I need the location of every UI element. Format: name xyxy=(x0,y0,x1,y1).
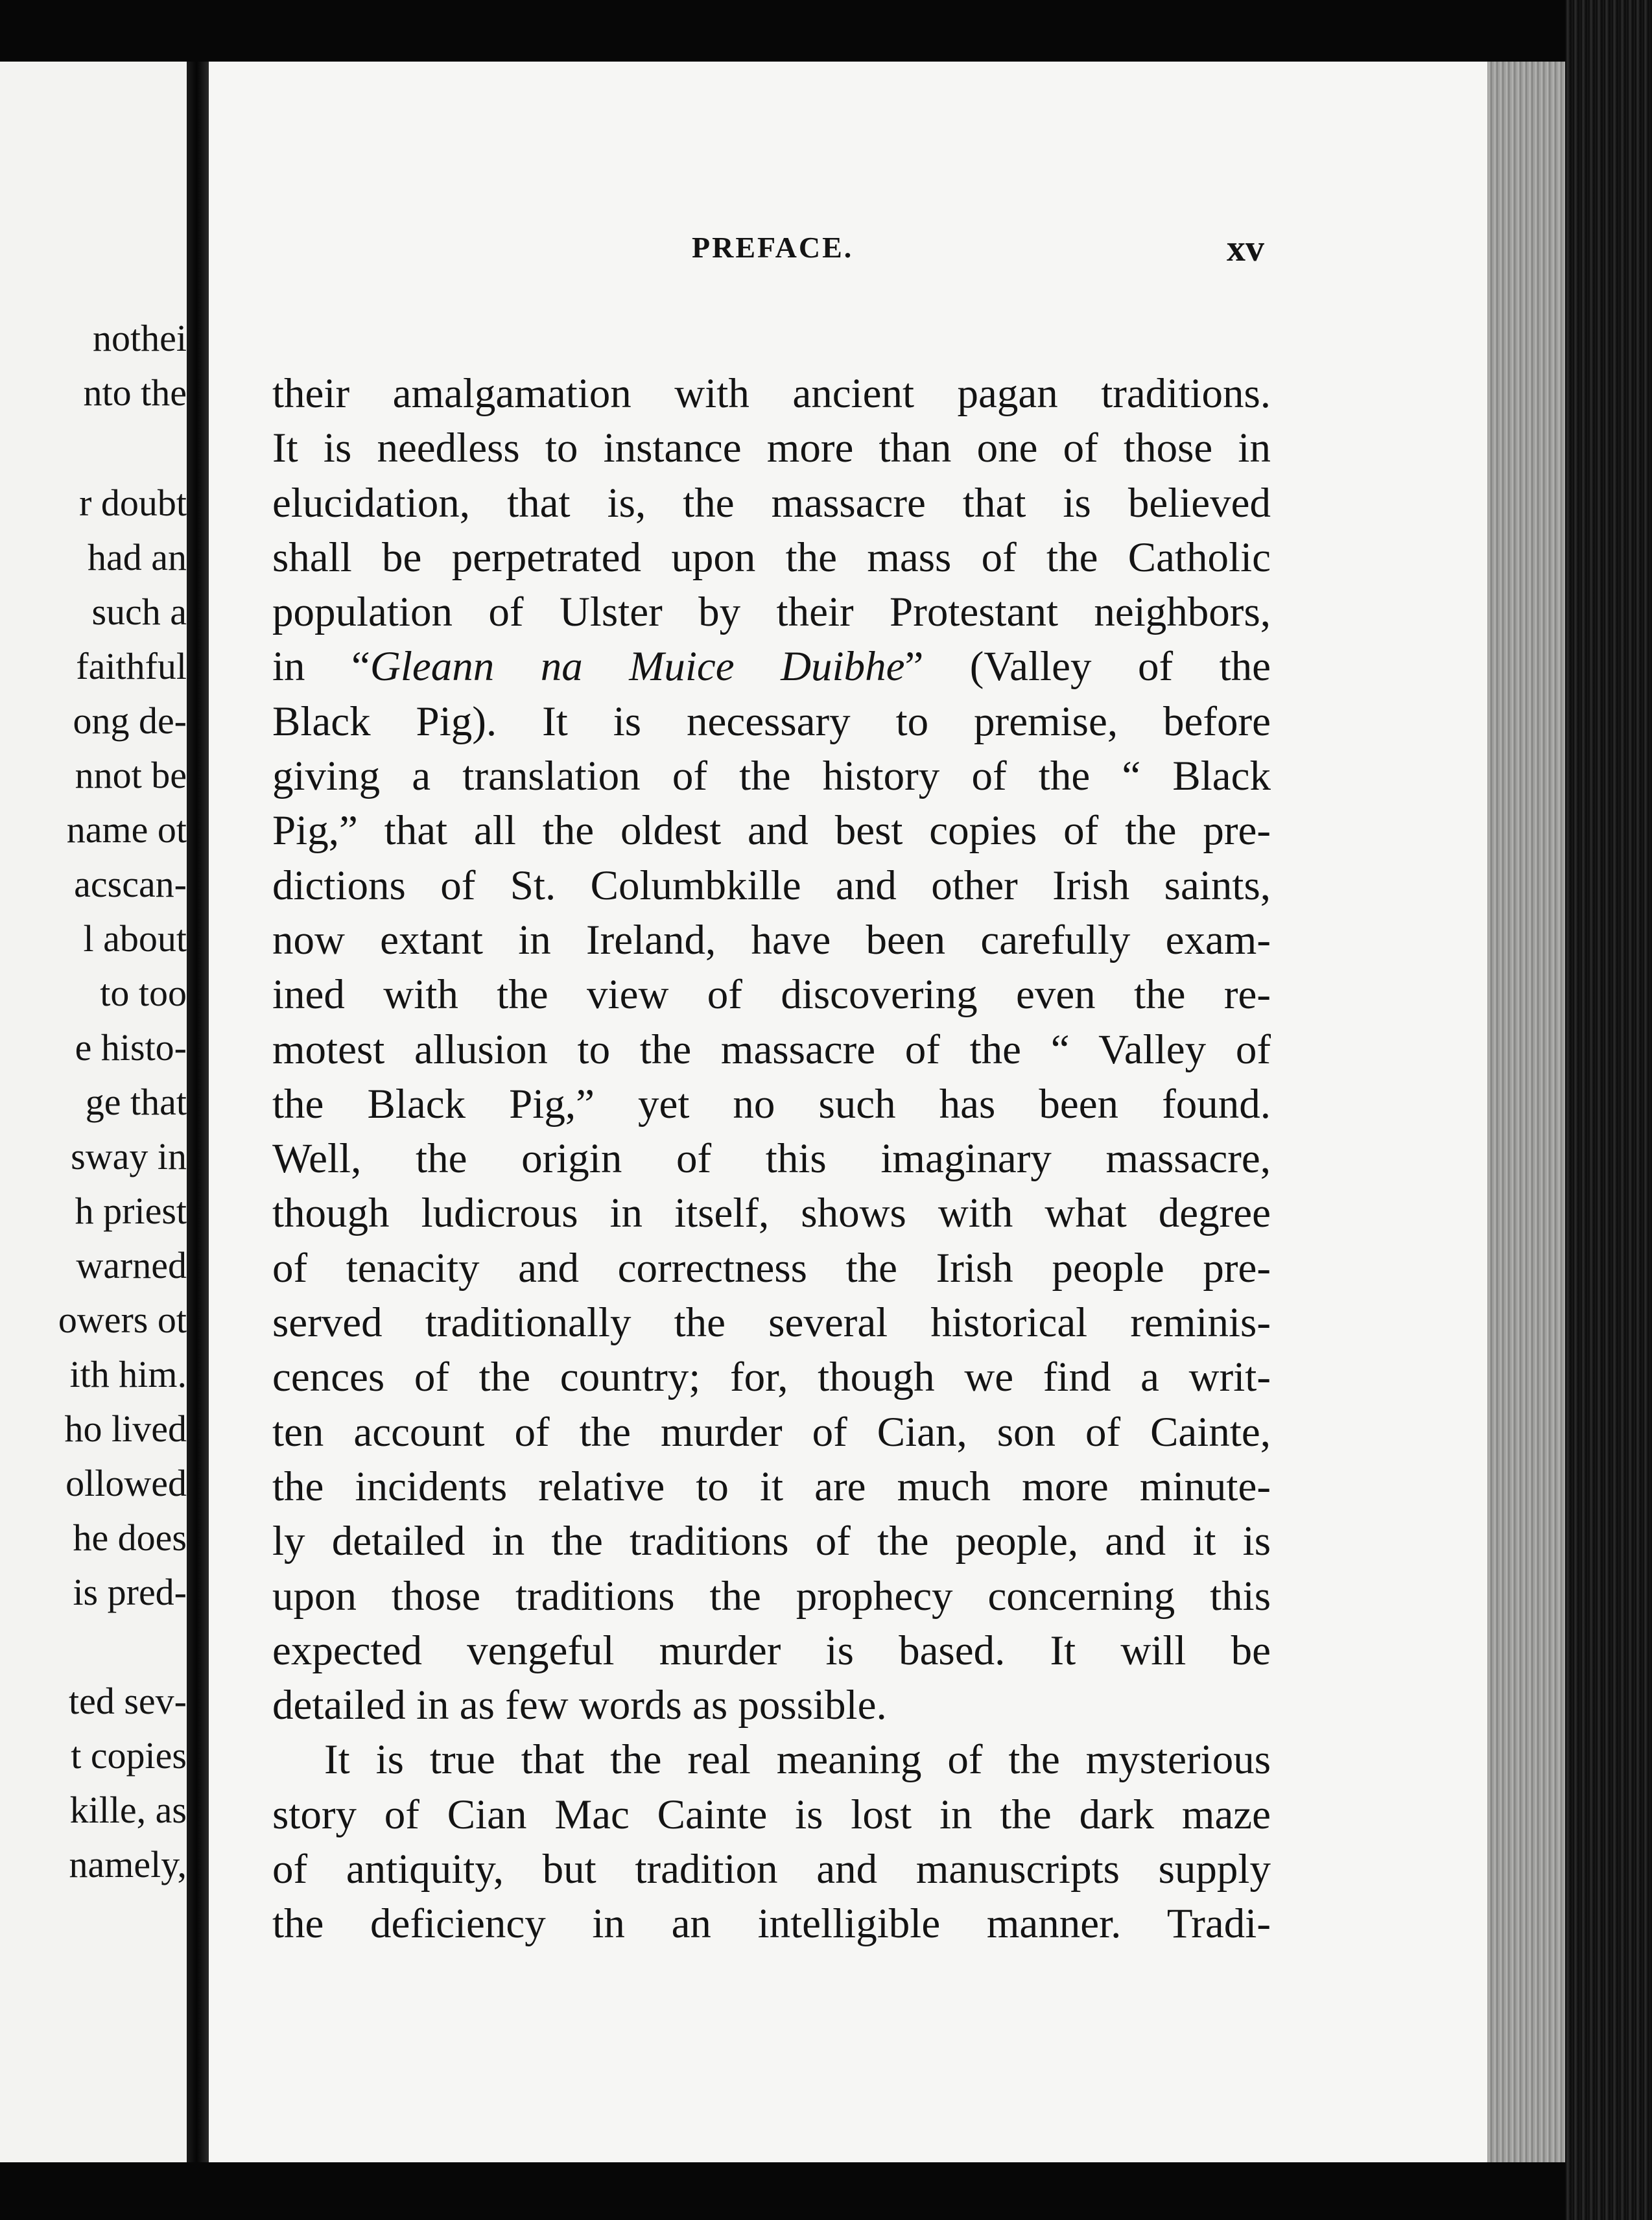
text-line: cences of the country; for, though we find a writ- xyxy=(272,1354,1271,1401)
facing-page-line: ted sev- xyxy=(69,1680,187,1722)
text-line: the deficiency in an intelligible manner. Tradi- xyxy=(272,1900,1271,1948)
text-line: population of Ulster by their Protestant neighbors, xyxy=(272,589,1271,636)
facing-page-line: to too xyxy=(100,972,187,1014)
facing-page-line: warned xyxy=(76,1244,187,1286)
facing-page-line: e histo- xyxy=(75,1026,187,1069)
text-line: Well, the origin of this imaginary massacre, xyxy=(272,1135,1271,1183)
facing-page-line: nnot be xyxy=(75,754,187,796)
facing-page-line: such a xyxy=(91,591,187,633)
text-line-with-italic xyxy=(272,639,1271,694)
text-line: motest allusion to the massacre of the “ Valley of xyxy=(272,1026,1271,1073)
text-line: It is true that the real meaning of the mysterious xyxy=(324,1736,1271,1784)
running-head-title: PREFACE. xyxy=(692,231,854,264)
facing-page-line: ho lived xyxy=(64,1408,187,1450)
facing-page-line: ollowed xyxy=(65,1462,187,1504)
facing-page-line: nto the xyxy=(83,372,187,414)
facing-page-line: acscan- xyxy=(74,863,187,905)
text-line: of antiquity, but tradition and manuscripts supply xyxy=(272,1846,1271,1893)
text-line: ined with the view of discovering even the re- xyxy=(272,971,1271,1019)
text-line: detailed in as few words as possible. xyxy=(272,1682,887,1729)
text-line: served traditionally the several historical reminis- xyxy=(272,1299,1271,1347)
book-gutter xyxy=(187,62,209,2162)
facing-page-line: owers ot xyxy=(58,1299,187,1341)
facing-page-line: ith him. xyxy=(69,1353,187,1395)
book-page xyxy=(209,62,1487,2162)
facing-page-line: r doubt xyxy=(79,482,187,524)
text-line: the incidents relative to it are much more minute- xyxy=(272,1463,1271,1510)
facing-page-line: is pred- xyxy=(73,1571,187,1613)
facing-page-line: l about xyxy=(83,917,187,960)
text-line: elucidation, that is, the massacre that is believed xyxy=(272,479,1271,526)
text-line: of tenacity and correctness the Irish people pre- xyxy=(272,1244,1271,1292)
facing-page-line: t copies xyxy=(71,1734,187,1777)
running-head xyxy=(209,227,1487,282)
text-fragment: in “ xyxy=(272,643,370,691)
facing-page-line: kille, as xyxy=(69,1789,187,1831)
text-fragment: ” (Valley of the xyxy=(904,643,1271,691)
text-line: now extant in Ireland, have been carefully exam- xyxy=(272,916,1271,963)
page-edge xyxy=(1487,62,1565,2162)
text-line: giving a translation of the history of the “ Black xyxy=(272,753,1271,800)
text-line: though ludicrous in itself, shows with what degree xyxy=(272,1190,1271,1237)
facing-page-line: sway in xyxy=(71,1135,187,1177)
text-line: their amalgamation with ancient pagan traditions. xyxy=(272,370,1271,417)
text-line: upon those traditions the prophecy concerning this xyxy=(272,1572,1271,1620)
book-edge xyxy=(1565,0,1652,2220)
text-line: expected vengeful murder is based. It will be xyxy=(272,1627,1271,1674)
facing-page-line: had an xyxy=(88,536,187,578)
facing-page-line: h priest xyxy=(75,1190,187,1232)
body-text xyxy=(272,366,1271,1952)
italic-place-name: Gleann na Muice Duibhe xyxy=(370,643,905,691)
facing-page-line: namely, xyxy=(69,1843,187,1885)
text-line: shall be perpetrated upon the mass of the Catholic xyxy=(272,534,1271,581)
facing-page-line: ong de- xyxy=(73,700,187,742)
facing-page-line: nothei xyxy=(93,317,187,359)
text-line: dictions of St. Columbkille and other Irish saints, xyxy=(272,862,1271,909)
facing-page-line: ge that xyxy=(85,1081,187,1123)
text-line: Black Pig). It is necessary to premise, before xyxy=(272,698,1271,745)
facing-page-line: name ot xyxy=(66,809,187,851)
text-line: ten account of the murder of Cian, son of Cainte, xyxy=(272,1408,1271,1456)
text-line: Pig,” that all the oldest and best copies of the pre- xyxy=(272,807,1271,855)
facing-page-line: faithful xyxy=(76,645,187,687)
text-line: It is needless to instance more than one of those in xyxy=(272,425,1271,472)
page-number: xv xyxy=(1227,227,1264,269)
facing-page-line: he does xyxy=(73,1517,187,1559)
text-line: ly detailed in the traditions of the people, and it is xyxy=(272,1518,1271,1565)
facing-page xyxy=(0,62,187,2162)
text-line: story of Cian Mac Cainte is lost in the dark maze xyxy=(272,1791,1271,1838)
text-line: the Black Pig,” yet no such has been found. xyxy=(272,1080,1271,1128)
